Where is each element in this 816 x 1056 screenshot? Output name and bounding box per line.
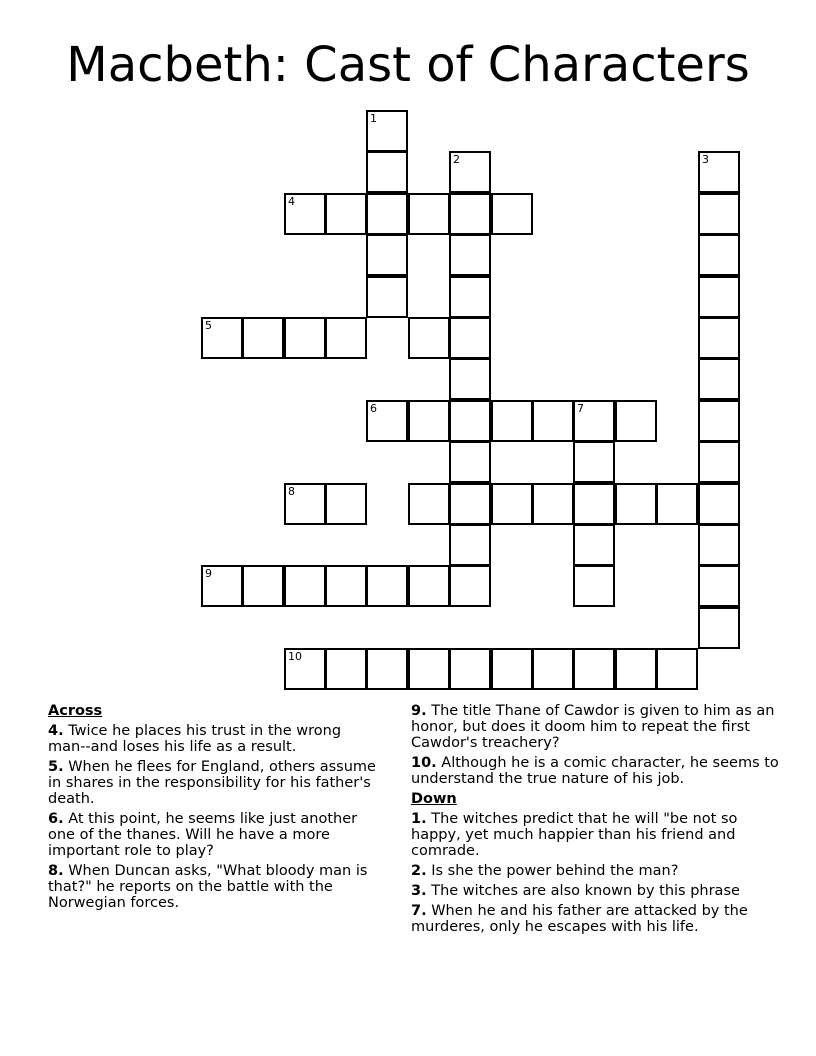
clue-number-label: 3 (702, 153, 709, 166)
grid-cell[interactable] (325, 483, 367, 525)
grid-cell[interactable] (284, 565, 326, 607)
clue-number: 4. (48, 723, 64, 739)
clue-down-1 (411, 811, 781, 859)
clue-number: 2. (411, 863, 427, 879)
clue-across-4 (48, 723, 383, 755)
grid-cell[interactable] (698, 483, 740, 525)
clue-number-label: 10 (288, 650, 302, 663)
grid-cell[interactable] (449, 358, 491, 400)
grid-cell[interactable] (366, 193, 408, 235)
grid-cell[interactable] (408, 317, 450, 359)
grid-cell[interactable] (532, 648, 574, 690)
across-heading: Across (48, 703, 103, 719)
clues-left-column (48, 703, 383, 915)
grid-cell[interactable] (408, 565, 450, 607)
grid-cell[interactable] (366, 648, 408, 690)
grid-cell[interactable] (325, 193, 367, 235)
grid-cell[interactable] (284, 648, 326, 690)
clue-text: The witches are also known by this phrase (426, 883, 740, 899)
grid-cell[interactable] (491, 483, 533, 525)
grid-cell[interactable] (449, 565, 491, 607)
grid-cell[interactable] (698, 565, 740, 607)
grid-cell[interactable] (201, 565, 243, 607)
clue-down-3 (411, 883, 781, 899)
grid-cell[interactable] (325, 565, 367, 607)
grid-cell[interactable] (366, 110, 408, 152)
clue-text: Is she the power behind the man? (426, 863, 679, 879)
grid-cell[interactable] (449, 524, 491, 566)
clue-across-9 (411, 703, 781, 751)
clue-across-10 (411, 755, 781, 787)
grid-cell[interactable] (615, 400, 657, 442)
grid-cell[interactable] (698, 193, 740, 235)
grid-cell[interactable] (449, 400, 491, 442)
grid-cell[interactable] (698, 151, 740, 193)
page-title: Macbeth: Cast of Characters (66, 37, 750, 93)
clue-number: 1. (411, 811, 427, 827)
grid-cell[interactable] (491, 400, 533, 442)
grid-cell[interactable] (698, 441, 740, 483)
grid-cell[interactable] (698, 234, 740, 276)
clue-across-5 (48, 759, 383, 807)
clue-number-label: 4 (288, 195, 295, 208)
grid-cell[interactable] (408, 483, 450, 525)
grid-cell[interactable] (366, 276, 408, 318)
grid-cell[interactable] (698, 607, 740, 649)
clue-number: 3. (411, 883, 427, 899)
clue-number-label: 8 (288, 485, 295, 498)
grid-cell[interactable] (573, 648, 615, 690)
grid-cell[interactable] (698, 400, 740, 442)
grid-cell[interactable] (573, 400, 615, 442)
grid-cell[interactable] (366, 151, 408, 193)
grid-cell[interactable] (284, 193, 326, 235)
clue-number: 7. (411, 903, 427, 919)
clue-number: 9. (411, 703, 427, 719)
grid-cell[interactable] (573, 441, 615, 483)
grid-cell[interactable] (325, 317, 367, 359)
clue-text: When he and his father are attacked by the murderes, only he escapes with his life. (411, 903, 748, 935)
grid-cell[interactable] (532, 483, 574, 525)
grid-cell[interactable] (698, 276, 740, 318)
clue-text: When Duncan asks, "What bloody man is that?" he reports on the battle with the Norwegian forces. (48, 863, 368, 911)
grid-cell[interactable] (408, 400, 450, 442)
grid-cell[interactable] (449, 441, 491, 483)
grid-cell[interactable] (656, 648, 698, 690)
down-heading: Down (411, 791, 457, 807)
grid-cell[interactable] (449, 234, 491, 276)
grid-cell[interactable] (491, 648, 533, 690)
grid-cell[interactable] (284, 483, 326, 525)
grid-cell[interactable] (284, 317, 326, 359)
clue-text: At this point, he seems like just another one of the thanes. Will he have a more important role to play? (48, 811, 358, 859)
grid-cell[interactable] (449, 193, 491, 235)
clue-number: 6. (48, 811, 64, 827)
clue-number-label: 6 (370, 402, 377, 415)
grid-cell[interactable] (201, 317, 243, 359)
grid-cell[interactable] (615, 483, 657, 525)
clue-text: When he flees for England, others assume in shares in the responsibility for his father's death. (48, 759, 376, 807)
grid-cell[interactable] (408, 648, 450, 690)
grid-cell[interactable] (573, 565, 615, 607)
clue-number-label: 7 (577, 402, 584, 415)
clue-text: The title Thane of Cawdor is given to him as an honor, but does it doom him to repeat the first Cawdor's treachery? (411, 703, 775, 751)
clue-down-2 (411, 863, 781, 879)
clue-text: Although he is a comic character, he seems to understand the true nature of his job. (411, 755, 779, 787)
clue-down-7 (411, 903, 781, 935)
grid-cell[interactable] (698, 358, 740, 400)
grid-cell[interactable] (449, 648, 491, 690)
clue-number-label: 1 (370, 112, 377, 125)
clue-number-label: 5 (205, 319, 212, 332)
clue-number: 8. (48, 863, 64, 879)
grid-cell[interactable] (698, 524, 740, 566)
grid-cell[interactable] (325, 648, 367, 690)
clue-text: The witches predict that he will "be not so happy, yet much happier than his friend and comrade. (411, 811, 738, 859)
grid-cell[interactable] (573, 483, 615, 525)
grid-cell[interactable] (242, 317, 284, 359)
grid-cell[interactable] (491, 193, 533, 235)
clue-text: Twice he places his trust in the wrong man--and loses his life as a result. (48, 723, 342, 755)
grid-cell[interactable] (532, 400, 574, 442)
grid-cell[interactable] (698, 317, 740, 359)
clue-number: 10. (411, 755, 437, 771)
grid-cell[interactable] (408, 193, 450, 235)
grid-cell[interactable] (449, 317, 491, 359)
grid-cell[interactable] (656, 483, 698, 525)
clue-number: 5. (48, 759, 64, 775)
grid-cell[interactable] (449, 483, 491, 525)
grid-cell[interactable] (366, 234, 408, 276)
clue-across-6 (48, 811, 383, 859)
grid-cell[interactable] (366, 565, 408, 607)
clues-right-column (411, 703, 781, 939)
grid-cell[interactable] (242, 565, 284, 607)
grid-cell[interactable] (615, 648, 657, 690)
grid-cell[interactable] (366, 400, 408, 442)
grid-cell[interactable] (449, 151, 491, 193)
clue-number-label: 9 (205, 567, 212, 580)
grid-cell[interactable] (573, 524, 615, 566)
grid-cell[interactable] (449, 276, 491, 318)
clue-number-label: 2 (453, 153, 460, 166)
clue-across-8 (48, 863, 383, 911)
